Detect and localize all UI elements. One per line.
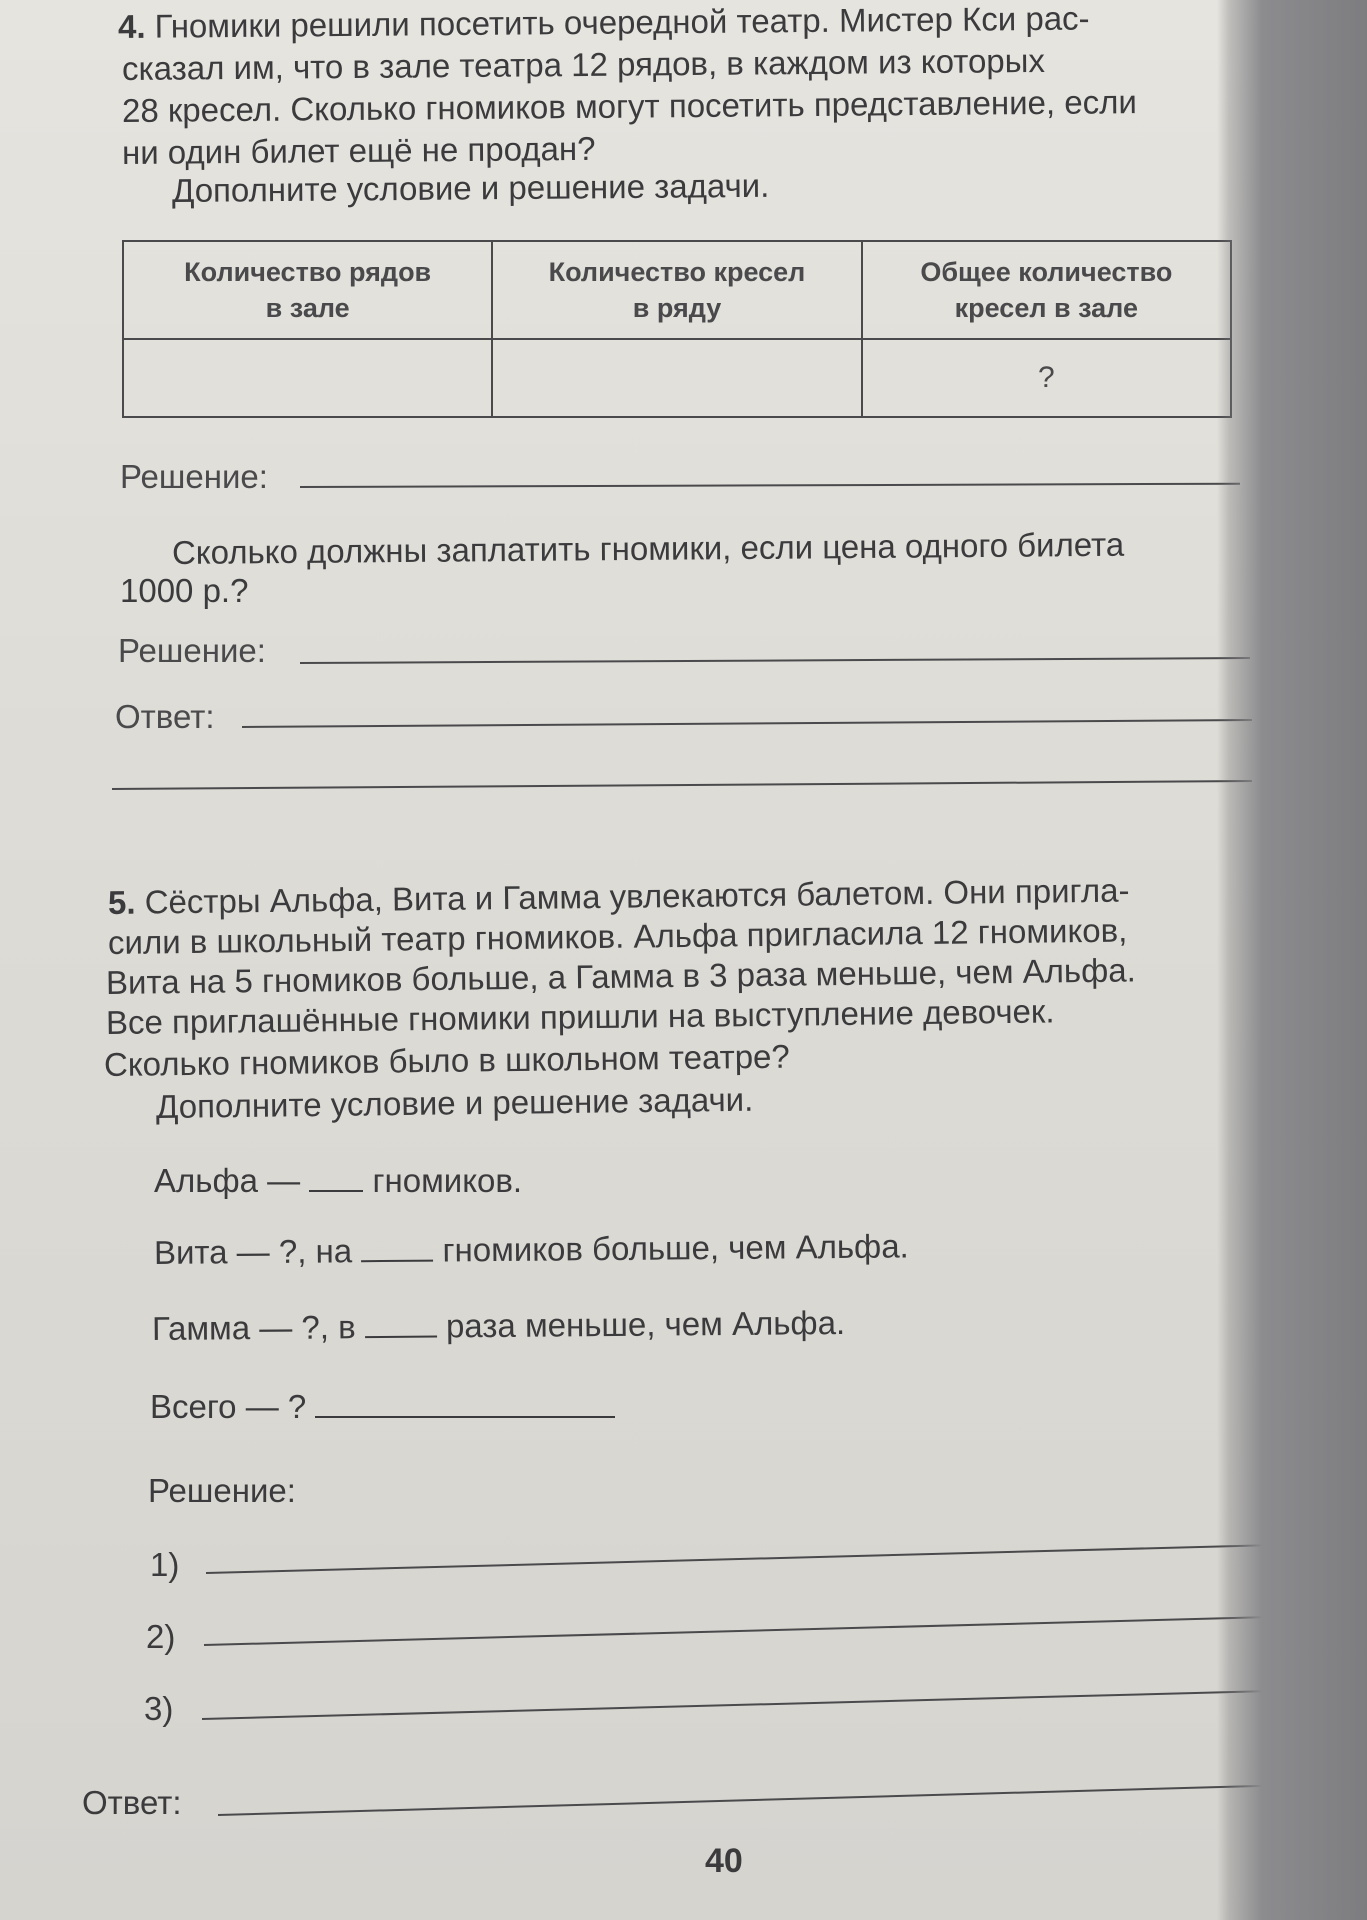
task5-line-5: Сколько гномиков было в школьном театре? (103, 1037, 790, 1083)
task4-question2-line-1: Сколько должны заплатить гномики, если цена одного билета (171, 525, 1125, 571)
task5-instruction: Дополните условие и решение задачи. (155, 1080, 754, 1125)
table-header-rows: Количество рядов в зале (123, 241, 492, 339)
step-2-label: 2) (146, 1618, 176, 1655)
table-header-total: Общее количество кресел в зале (862, 241, 1231, 339)
table-cell-total[interactable]: ? (862, 339, 1231, 417)
table-cell-rows[interactable] (123, 339, 492, 417)
condition-gamma: Гамма — ?, в раза меньше, чем Альфа. (151, 1303, 846, 1347)
task4-question2-line-2: 1000 р.? (120, 572, 249, 609)
task5-line-1: 5. Сёстры Альфа, Вита и Гамма увлекаются балетом. Они пригла- (107, 871, 1130, 921)
task5-answer-line[interactable] (218, 1783, 1318, 1816)
step-1-line[interactable] (206, 1543, 1301, 1574)
task4-answer-line-1[interactable] (242, 719, 1252, 728)
step-3-label: 3) (144, 1690, 174, 1727)
task4-solution2-line[interactable] (300, 657, 1250, 664)
task4-line-1: 4. Гномики решили посетить очередной театр. Мистер Кси рас- (117, 0, 1090, 45)
task4-answer-label: Ответ: (115, 698, 215, 735)
task4-solution-line[interactable] (300, 483, 1240, 488)
task4-instruction: Дополните условие и решение задачи. (171, 166, 770, 209)
task5-solution-label: Решение: (148, 1472, 296, 1509)
task5-line-2: сили в школьный театр гномиков. Альфа пригласила 12 гномиков, (107, 911, 1128, 961)
page-fold-shadow (1217, 0, 1367, 1920)
step-3-line[interactable] (202, 1689, 1302, 1720)
task5-line-3: Вита на 5 гномиков больше, а Гамма в 3 раза меньше, чем Альфа. (105, 951, 1137, 1001)
condition-alfa: Альфа — гномиков. (154, 1162, 523, 1199)
condition-total: Всего — ? (150, 1388, 615, 1426)
total-blank[interactable] (315, 1392, 615, 1418)
task4-line-2: сказал им, что в зале театра 12 рядов, в каждом из которых (121, 41, 1046, 87)
step-1-label: 1) (150, 1546, 180, 1583)
task5-number: 5. (107, 883, 136, 921)
task4-line-4: ни один билет ещё не продан? (121, 129, 596, 171)
alfa-blank[interactable] (309, 1166, 363, 1192)
table-header-seats: Количество кресел в ряду (492, 241, 861, 339)
task4-line-3: 28 кресел. Сколько гномиков могут посетить представление, если (121, 83, 1137, 129)
task5-answer-label: Ответ: (82, 1784, 182, 1821)
vita-blank[interactable] (361, 1236, 433, 1263)
task4-answer-line-2[interactable] (112, 780, 1252, 790)
page-number: 40 (705, 1842, 743, 1880)
table-cell-seats[interactable] (492, 339, 861, 417)
task4-solution-label: Решение: (120, 458, 268, 495)
gamma-blank[interactable] (365, 1312, 437, 1339)
task4-number: 4. (117, 7, 146, 45)
task4-table (122, 240, 1232, 418)
step-2-line[interactable] (204, 1615, 1299, 1646)
condition-vita: Вита — ?, на гномиков больше, чем Альфа. (153, 1227, 909, 1271)
task5-line-4: Все приглашённые гномики пришли на выступление девочек. (105, 992, 1055, 1041)
task4-solution2-label: Решение: (118, 632, 266, 669)
